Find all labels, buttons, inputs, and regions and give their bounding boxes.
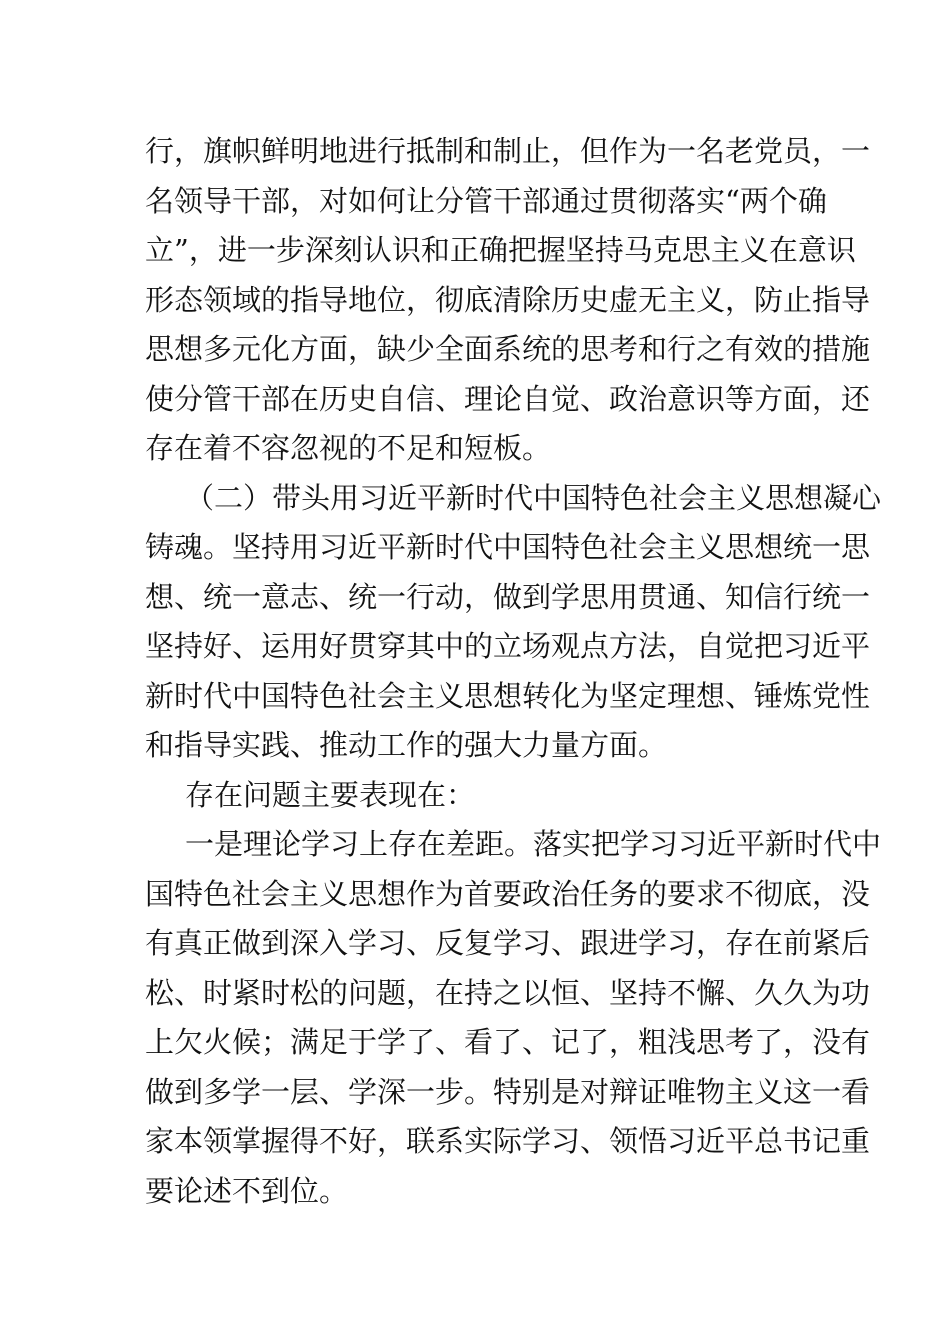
text-line-16: 国特色社会主义思想作为首要政治任务的要求不彻底，没 bbox=[145, 876, 871, 911]
text-line-19: 上欠火候；满足于学了、看了、记了，粗浅思考了，没有 bbox=[145, 1025, 871, 1059]
text-line-17: 有真正做到深入学习、反复学习、跟进学习，存在前紧后 bbox=[145, 926, 871, 960]
text-line-22: 要论述不到位。 bbox=[145, 1173, 349, 1208]
problem-one-line: 一是理论学习上存在差距。落实把学习习近平新时代中 bbox=[185, 827, 882, 861]
text-line-13: 和指导实践、推动工作的强大力量方面。 bbox=[145, 728, 668, 762]
text-line-20: 做到多学一层、学深一步。特别是对辩证唯物主义这一看 bbox=[145, 1074, 871, 1109]
section-heading-line: （二）带头用习近平新时代中国特色社会主义思想凝心 bbox=[185, 480, 882, 515]
text-line-11: 坚持好、运用好贯穿其中的立场观点方法，自觉把习近平 bbox=[145, 629, 871, 663]
document-body bbox=[145, 127, 882, 1216]
problems-intro-line: 存在问题主要表现在： bbox=[185, 777, 476, 812]
text-line-6: 使分管干部在历史自信、理论自觉、政治意识等方面，还 bbox=[145, 381, 871, 416]
text-line-3: 立”，进一步深刻认识和正确把握坚持马克思主义在意识 bbox=[145, 233, 856, 267]
text-line-18: 松、时紧时松的问题，在持之以恒、坚持不懈、久久为功 bbox=[145, 975, 871, 1010]
text-line-9: 铸魂。坚持用习近平新时代中国特色社会主义思想统一思 bbox=[145, 530, 871, 564]
text-line-12: 新时代中国特色社会主义思想转化为坚定理想、锤炼党性 bbox=[145, 678, 871, 713]
text-line-10: 想、统一意志、统一行动，做到学思用贯通、知信行统一 bbox=[145, 579, 871, 614]
text-line-2: 名领导干部，对如何让分管干部通过贯彻落实“两个确 bbox=[145, 183, 827, 218]
text-line-21: 家本领掌握得不好，联系实际学习、领悟习近平总书记重 bbox=[145, 1124, 871, 1158]
text-line-1: 行，旗帜鲜明地进行抵制和制止，但作为一名老党员，一 bbox=[145, 134, 871, 168]
text-line-4: 形态领域的指导地位，彻底清除历史虚无主义，防止指导 bbox=[145, 282, 871, 317]
text-line-7: 存在着不容忽视的不足和短板。 bbox=[145, 431, 552, 465]
text-line-5: 思想多元化方面，缺少全面系统的思考和行之有效的措施 bbox=[145, 332, 871, 366]
